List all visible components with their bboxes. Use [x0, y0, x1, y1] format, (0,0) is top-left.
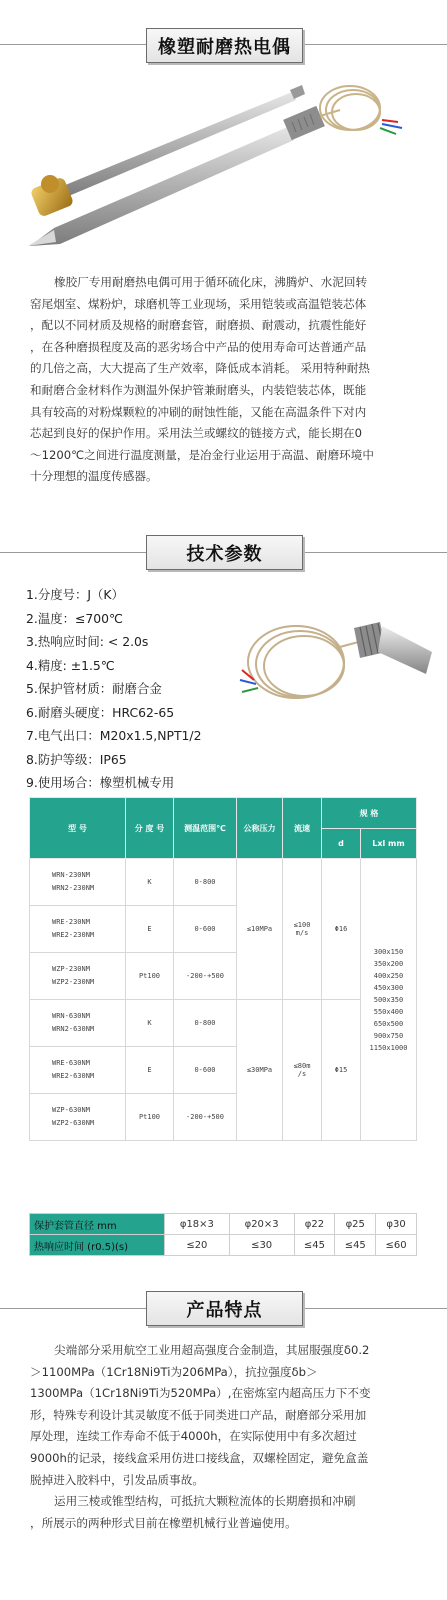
param-item: 8.防护等级：IP65 [26, 751, 127, 767]
param-item: 6.耐磨头硬度：HRC62-65 [26, 704, 175, 720]
th-spec: 规 格 [322, 798, 417, 829]
th-lxl: Lxl mm [361, 829, 417, 859]
th-grade: 分 度 号 [126, 798, 174, 859]
table-row: 热响应时间 (r0.5)(s) ≤20 ≤30 ≤45 ≤45 ≤60 [30, 1235, 417, 1256]
param-item: 7.电气出口：M20x1.5,NPT1/2 [26, 728, 202, 743]
table-row: WRE-630NM WRE2-630NM E 0-600 [30, 1047, 417, 1094]
response-time-table [29, 1213, 417, 1256]
section-title-features: 产品特点 [146, 1291, 303, 1326]
th-range: 测温范围℃ [174, 798, 237, 859]
table-row: WRE-230NM WRE2-230NM E 0-600 [30, 906, 417, 953]
param-item: 3.热响应时间: < 2.0s [26, 634, 149, 649]
spec-table [29, 797, 417, 1141]
table-row: 保护套管直径 mm φ18×3 φ20×3 φ22 φ25 φ30 [30, 1214, 417, 1235]
th-pressure: 公称压力 [237, 798, 283, 859]
th-flow: 流速 [283, 798, 322, 859]
param-item: 4.精度: ±1.5℃ [26, 657, 115, 673]
product-image-cable-probe [236, 600, 440, 770]
param-item: 5.保护管材质：耐磨合金 [26, 681, 162, 696]
parameter-list [26, 583, 201, 795]
th-d: d [322, 829, 361, 859]
table-row: WZP-630NM WZP2-630NM Pt100 -200-+500 [30, 1094, 417, 1141]
param-item: 9.使用场合：橡塑机械专用 [26, 775, 175, 790]
section-title-product: 橡塑耐磨热电偶 [146, 28, 303, 63]
intro-paragraph: 橡胶厂专用耐磨热电偶可用于循环硫化床，沸腾炉、水泥回转 窑尾烟室、煤粉炉，球磨机等工业现场，采用铠装或高温铠装芯体 ，配以不同材质及规格的耐磨套管，耐磨损、耐震动，抗震性能好 ，在各种磨损程度及高的恶劣场合中产品的使用寿命可达普通产品 的几倍之高，大大提高了生产效率，降低成本消耗。 采用特种耐热 和耐磨合金材料作为测温外保护管兼耐磨头，内装铠装芯体，既能 具有较高的对粉煤颗粒的冲刷的耐蚀性能，又能在高温条件下对内 芯起到良好的保护作用。采用法兰或螺纹的链接方式，能长期在0 ～1200℃之间进行温度测量，是冶金行业运用于高温、耐磨环境中 十分理想的温度传感器。 [30, 275, 374, 484]
table-row: WRN-230NM WRN2-230NM K 0-800 ≤10MPa ≤100 m/s Φ16 300x150 350x200 400x250 450x300 500x350 550x400 650x500 900x750 1150x1000 [30, 859, 417, 906]
param-item: 1.分度号：J（K） [26, 587, 124, 602]
row-label-diameter: 保护套管直径 mm [30, 1214, 165, 1235]
row-label-response: 热响应时间 (r0.5)(s) [30, 1235, 165, 1256]
lengths-cell: 300x150 350x200 400x250 450x300 500x350 550x400 650x500 900x750 1150x1000 [361, 859, 417, 1141]
table-row: WRN-630NM WRN2-630NM K 0-800 ≤30MPa ≤80m /s Φ15 [30, 1000, 417, 1047]
features-paragraph: 尖端部分采用航空工业用超高强度合金制造，其屈服强度δ0.2 ＞1100MPa（1Cr18Ni9Ti为206MPa），抗拉强度δb＞ 1300MPa（1Cr18Ni9Ti为520MPa）,在密炼室内超高压力下不变 形，特殊专利设计其灵敏度不低于同类进口产品，耐磨部分采用加 厚处理，连续工作寿命不低于4000h，在实际使用中有多次超过 9000h的记录，接线盒采用仿进口接线盒，双螺栓固定，避免盒盖 脱掉进入胶料中，引发品质事故。 运用三棱或锥型结构，可抵抗大颗粒流体的长期磨损和冲刷 ，所展示的两种形式目前在橡塑机械行业普遍使用。 [30, 1343, 371, 1530]
table-row: WZP-230NM WZP2-230NM Pt100 -200-+500 [30, 953, 417, 1000]
param-item: 2.温度：≤700℃ [26, 610, 123, 626]
product-image-thermocouples [20, 70, 440, 260]
section-title-tech-params: 技术参数 [146, 535, 303, 570]
th-model: 型 号 [30, 798, 126, 859]
